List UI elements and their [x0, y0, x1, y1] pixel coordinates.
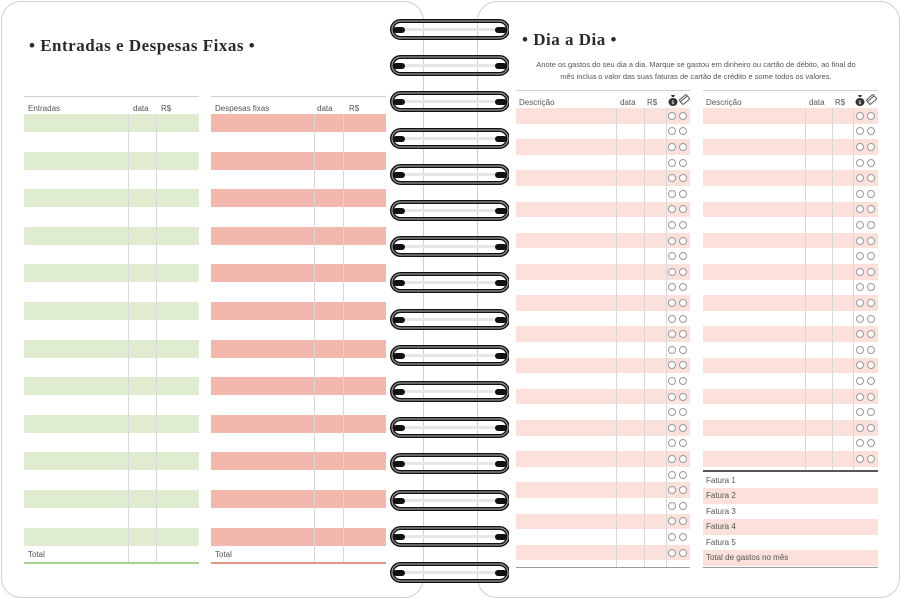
cash-checkbox[interactable]: [856, 299, 864, 307]
table-row[interactable]: [211, 340, 386, 358]
cash-checkbox[interactable]: [856, 237, 864, 245]
table-row[interactable]: [703, 342, 878, 358]
spiral-ring: [389, 235, 509, 261]
table-row[interactable]: [516, 389, 690, 405]
card-checkbox[interactable]: [679, 143, 687, 151]
table-row[interactable]: [516, 311, 690, 327]
table-row[interactable]: [516, 482, 690, 498]
cash-checkbox[interactable]: [856, 455, 864, 463]
table-row[interactable]: [211, 528, 386, 546]
spiral-ring: [389, 452, 509, 478]
column-divider: [853, 108, 854, 470]
table-row[interactable]: [516, 498, 690, 514]
cash-checkbox[interactable]: [668, 112, 676, 120]
column-header-descricao: Descrição: [519, 98, 555, 107]
card-checkbox[interactable]: [679, 221, 687, 229]
column-header-despesas: Despesas fixas: [215, 104, 270, 113]
table-row[interactable]: [24, 340, 199, 358]
cash-checkbox[interactable]: [856, 221, 864, 229]
cash-checkbox[interactable]: [856, 112, 864, 120]
column-divider: [666, 108, 667, 568]
table-row[interactable]: [211, 452, 386, 470]
table-row[interactable]: [516, 420, 690, 436]
table-row[interactable]: [703, 186, 878, 202]
column-header-data: data: [133, 104, 149, 113]
card-checkbox[interactable]: [679, 533, 687, 541]
column-divider: [128, 114, 129, 562]
card-checkbox[interactable]: [867, 159, 875, 167]
card-checkbox[interactable]: [679, 299, 687, 307]
daily-expenses-table-right: [703, 90, 878, 568]
table-row[interactable]: [703, 358, 878, 374]
card-checkbox[interactable]: [867, 424, 875, 432]
table-row[interactable]: [703, 170, 878, 186]
spiral-ring: [389, 308, 509, 334]
daily-table-header: [703, 90, 878, 109]
cash-checkbox[interactable]: [856, 159, 864, 167]
column-header-data: data: [809, 98, 825, 107]
spiral-ring: [389, 380, 509, 406]
table-row[interactable]: [516, 514, 690, 530]
page-title-fixed: • Entradas e Despesas Fixas •: [29, 36, 256, 55]
fatura-label: Fatura 2: [706, 491, 736, 501]
column-header-value: R$: [835, 98, 846, 107]
cash-checkbox[interactable]: [668, 221, 676, 229]
spiral-ring: [389, 344, 509, 370]
cash-checkbox[interactable]: [668, 315, 676, 323]
column-divider: [805, 108, 806, 470]
spiral-ring: [389, 18, 509, 44]
table-row[interactable]: [516, 155, 690, 171]
instruction-line-2: mês inclua o valor das suas faturas de cartão de crédito e some todos os valores.: [560, 72, 832, 81]
table-row[interactable]: [703, 280, 878, 296]
cash-checkbox[interactable]: [668, 393, 676, 401]
table-row[interactable]: [516, 186, 690, 202]
column-header-data: data: [620, 98, 636, 107]
card-checkbox[interactable]: [867, 190, 875, 198]
column-header-entradas: Entradas: [28, 104, 61, 113]
table-row[interactable]: [211, 189, 386, 207]
table-row[interactable]: [703, 326, 878, 342]
column-header-descricao: Descrição: [706, 98, 742, 107]
table-row[interactable]: [516, 373, 690, 389]
table-row[interactable]: [516, 295, 690, 311]
card-checkbox[interactable]: [867, 299, 875, 307]
table-row[interactable]: [516, 264, 690, 280]
table-row[interactable]: [703, 451, 878, 467]
table-row[interactable]: [516, 326, 690, 342]
fatura-label: Fatura 5: [706, 537, 736, 547]
table-row[interactable]: [703, 233, 878, 249]
cash-checkbox[interactable]: [668, 455, 676, 463]
expense-table-header: [211, 96, 386, 115]
spiral-ring: [389, 271, 509, 297]
faturas-divider: [703, 470, 878, 472]
spiral-ring: [389, 561, 509, 587]
cash-checkbox[interactable]: [856, 377, 864, 385]
money-bag-icon: [668, 94, 678, 106]
table-row[interactable]: [24, 264, 199, 282]
column-divider: [343, 114, 344, 562]
fatura-label: Fatura 1: [706, 476, 736, 485]
income-table: [24, 96, 199, 566]
card-checkbox[interactable]: [867, 377, 875, 385]
cash-checkbox[interactable]: [856, 346, 864, 354]
card-checkbox[interactable]: [679, 112, 687, 120]
table-row[interactable]: [24, 302, 199, 320]
table-row[interactable]: [211, 152, 386, 170]
cash-checkbox[interactable]: [668, 549, 676, 557]
card-checkbox[interactable]: [679, 502, 687, 510]
expense-total-label: Total: [215, 550, 232, 559]
table-row[interactable]: [24, 189, 199, 207]
cash-checkbox[interactable]: [856, 268, 864, 276]
cash-checkbox[interactable]: [668, 190, 676, 198]
card-checkbox[interactable]: [679, 424, 687, 432]
left-page: [1, 1, 424, 598]
column-header-value: R$: [161, 104, 172, 113]
page-instructions: [516, 59, 876, 83]
table-row[interactable]: [24, 490, 199, 508]
table-row[interactable]: [703, 155, 878, 171]
table-row[interactable]: [703, 139, 878, 155]
fatura-label: Fatura 4: [706, 522, 736, 532]
card-checkbox[interactable]: [679, 190, 687, 198]
table-row[interactable]: [516, 202, 690, 218]
table-row[interactable]: [24, 452, 199, 470]
column-header-value: R$: [349, 104, 360, 113]
column-divider: [156, 114, 157, 562]
table-row[interactable]: [516, 436, 690, 452]
svg-text:$: $: [671, 100, 675, 106]
column-divider: [616, 108, 617, 568]
total-gastos-label: Total de gastos no mês: [706, 553, 789, 562]
table-row[interactable]: [24, 377, 199, 395]
table-row[interactable]: [703, 264, 878, 280]
spiral-ring: [389, 416, 509, 442]
card-checkbox[interactable]: [679, 377, 687, 385]
card-checkbox[interactable]: [867, 112, 875, 120]
table-row[interactable]: [516, 280, 690, 296]
card-checkbox[interactable]: [679, 549, 687, 557]
income-total-label: Total: [28, 550, 45, 559]
card-checkbox[interactable]: [679, 346, 687, 354]
table-row[interactable]: [516, 467, 690, 483]
card-checkbox[interactable]: [679, 237, 687, 245]
table-row[interactable]: [24, 528, 199, 546]
column-divider: [314, 114, 315, 562]
table-row[interactable]: [703, 373, 878, 389]
right-page: [477, 1, 900, 598]
table-row[interactable]: [24, 152, 199, 170]
credit-card-icon: [679, 94, 690, 105]
table-row[interactable]: [703, 202, 878, 218]
table-row[interactable]: [516, 124, 690, 140]
column-divider: [832, 108, 833, 470]
table-bottom-line: [516, 567, 690, 568]
card-checkbox[interactable]: [679, 159, 687, 167]
table-row[interactable]: [211, 227, 386, 245]
table-row[interactable]: [211, 264, 386, 282]
cash-checkbox[interactable]: [856, 424, 864, 432]
card-checkbox[interactable]: [867, 393, 875, 401]
table-row[interactable]: [516, 545, 690, 561]
table-row[interactable]: [516, 529, 690, 545]
income-table-header: [24, 96, 199, 115]
cash-checkbox[interactable]: [668, 237, 676, 245]
table-row[interactable]: [24, 227, 199, 245]
cash-checkbox[interactable]: [668, 533, 676, 541]
card-checkbox[interactable]: [867, 346, 875, 354]
daily-expenses-table-left: [516, 90, 690, 568]
table-row[interactable]: [211, 490, 386, 508]
column-divider: [644, 108, 645, 568]
cash-checkbox[interactable]: [668, 268, 676, 276]
table-row[interactable]: [703, 248, 878, 264]
table-row[interactable]: [703, 420, 878, 436]
table-row[interactable]: [516, 342, 690, 358]
column-header-data: data: [317, 104, 333, 113]
column-header-value: R$: [647, 98, 658, 107]
page-title-daily: • Dia a Dia •: [522, 30, 617, 49]
table-row[interactable]: [516, 248, 690, 264]
table-row[interactable]: [703, 217, 878, 233]
table-row[interactable]: [516, 170, 690, 186]
spiral-ring: [389, 127, 509, 153]
credit-card-icon: [866, 94, 877, 105]
cash-checkbox[interactable]: [856, 143, 864, 151]
fatura-label: Fatura 3: [706, 506, 736, 516]
table-row[interactable]: [24, 415, 199, 433]
table-row[interactable]: [703, 295, 878, 311]
card-checkbox[interactable]: [679, 268, 687, 276]
table-bottom-line: [703, 567, 878, 568]
spiral-ring: [389, 489, 509, 515]
table-row[interactable]: [703, 108, 878, 124]
card-checkbox[interactable]: [867, 268, 875, 276]
table-row[interactable]: [211, 377, 386, 395]
card-checkbox[interactable]: [867, 237, 875, 245]
cash-checkbox[interactable]: [856, 190, 864, 198]
card-checkbox[interactable]: [679, 315, 687, 323]
table-row[interactable]: [516, 139, 690, 155]
card-checkbox[interactable]: [679, 471, 687, 479]
table-row[interactable]: [516, 217, 690, 233]
expense-table: [211, 96, 386, 566]
table-row[interactable]: [211, 415, 386, 433]
table-row[interactable]: [516, 358, 690, 374]
money-bag-icon: [855, 94, 865, 106]
svg-text:$: $: [858, 100, 862, 106]
card-checkbox[interactable]: [679, 393, 687, 401]
spiral-ring: [389, 525, 509, 551]
card-checkbox[interactable]: [867, 315, 875, 323]
table-row[interactable]: [703, 436, 878, 452]
table-row[interactable]: [24, 114, 199, 132]
table-row[interactable]: [516, 233, 690, 249]
cash-checkbox[interactable]: [668, 424, 676, 432]
cash-checkbox[interactable]: [668, 143, 676, 151]
table-row[interactable]: [703, 404, 878, 420]
table-row[interactable]: [211, 114, 386, 132]
expense-total-line: [211, 562, 386, 564]
card-checkbox[interactable]: [867, 455, 875, 463]
table-row[interactable]: [703, 311, 878, 327]
cash-checkbox[interactable]: [856, 315, 864, 323]
daily-table-header: [516, 90, 690, 109]
table-row[interactable]: [516, 108, 690, 124]
instruction-line-1: Anote os gastos do seu dia a dia. Marque se gastou em dinheiro ou cartão de débito, ao final do: [536, 60, 856, 69]
cash-checkbox[interactable]: [668, 377, 676, 385]
table-row[interactable]: [516, 404, 690, 420]
cash-checkbox[interactable]: [668, 471, 676, 479]
card-checkbox[interactable]: [679, 455, 687, 463]
table-row[interactable]: [703, 389, 878, 405]
table-row[interactable]: [516, 451, 690, 467]
cash-checkbox[interactable]: [668, 502, 676, 510]
card-checkbox[interactable]: [867, 143, 875, 151]
cash-checkbox[interactable]: [856, 393, 864, 401]
table-row[interactable]: [211, 302, 386, 320]
cash-checkbox[interactable]: [668, 299, 676, 307]
spiral-ring: [389, 163, 509, 189]
cash-checkbox[interactable]: [668, 346, 676, 354]
card-checkbox[interactable]: [867, 221, 875, 229]
spiral-ring: [389, 54, 509, 80]
income-total-line: [24, 562, 199, 564]
spiral-ring: [389, 199, 509, 225]
spiral-ring: [389, 90, 509, 116]
cash-checkbox[interactable]: [668, 159, 676, 167]
table-row[interactable]: [703, 124, 878, 140]
